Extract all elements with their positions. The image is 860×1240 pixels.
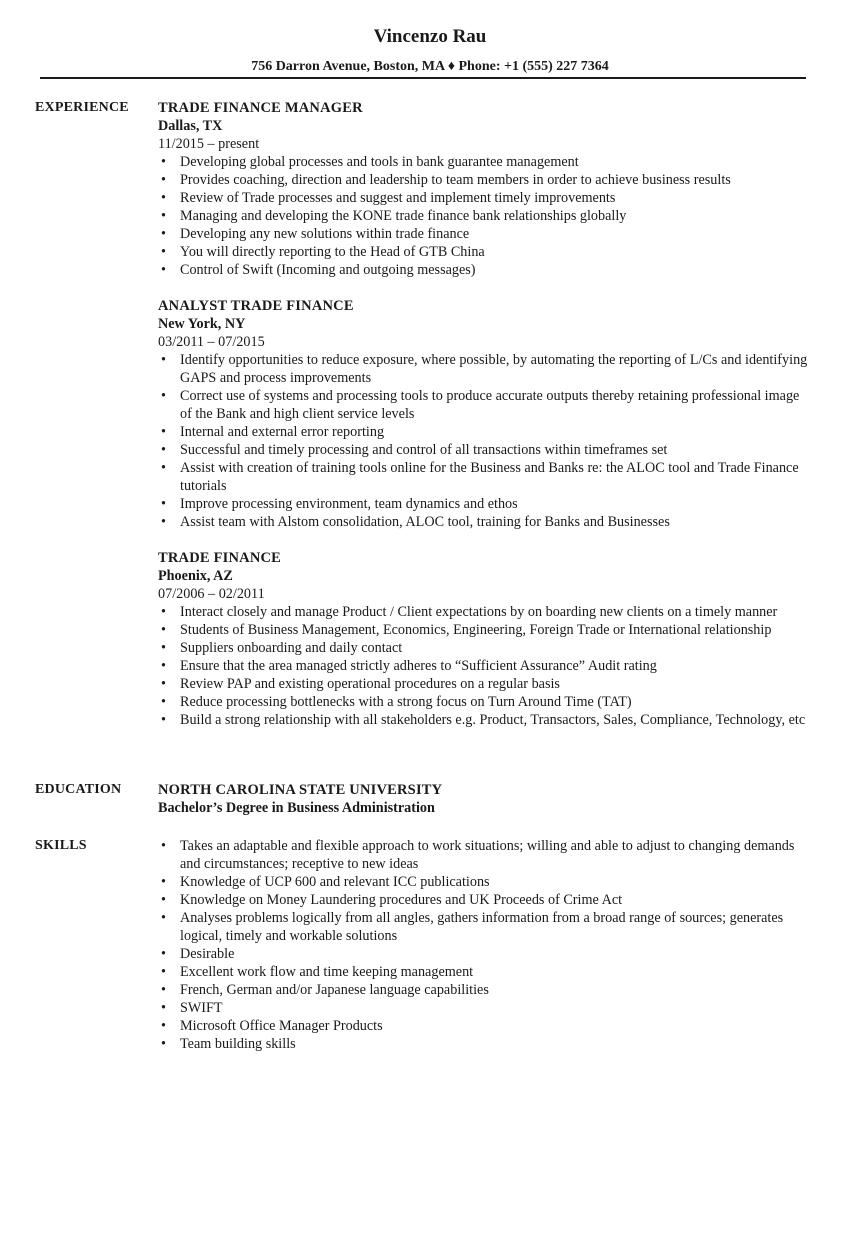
job-bullet: • Identify opportunities to reduce exposure, where possible, by automating the reporting of L/Cs and identifying GAPS and process improvements	[158, 351, 810, 387]
section-title-education: EDUCATION	[35, 782, 122, 797]
section-title-experience: EXPERIENCE	[35, 100, 129, 115]
skills-body	[158, 837, 810, 1053]
job-bullets	[158, 351, 810, 531]
job-location: New York, NY	[158, 316, 246, 332]
job-bullet: • Assist team with Alstom consolidation, ALOC tool, training for Banks and Businesses	[158, 513, 810, 531]
job-dates: 03/2011 – 07/2015	[158, 334, 265, 350]
experience-list	[158, 99, 810, 747]
job-entry	[158, 297, 810, 531]
skill-item: • Microsoft Office Manager Products	[158, 1017, 810, 1035]
skill-item: • Takes an adaptable and flexible approach to work situations; willing and able to adjust to changing demands and circumstances; receptive to new ideas	[158, 837, 810, 873]
job-bullet: • You will directly reporting to the Head of GTB China	[158, 243, 810, 261]
job-bullets	[158, 153, 810, 279]
job-bullet: • Reduce processing bottlenecks with a strong focus on Turn Around Time (TAT)	[158, 693, 810, 711]
job-bullet: • Provides coaching, direction and leadership to team members in order to achieve business results	[158, 171, 810, 189]
job-location: Phoenix, AZ	[158, 568, 233, 584]
skills-list	[158, 837, 810, 1053]
job-bullet: • Successful and timely processing and control of all transactions within timeframes set	[158, 441, 810, 459]
job-dates: 11/2015 – present	[158, 136, 260, 152]
job-bullet: • Developing any new solutions within trade finance	[158, 225, 810, 243]
job-bullet: • Review of Trade processes and suggest and implement timely improvements	[158, 189, 810, 207]
education-body	[158, 781, 810, 817]
job-bullet: • Control of Swift (Incoming and outgoing messages)	[158, 261, 810, 279]
skill-item: • Knowledge on Money Laundering procedures and UK Proceeds of Crime Act	[158, 891, 810, 909]
degree: Bachelor’s Degree in Business Administration	[158, 800, 435, 816]
job-title: TRADE FINANCE MANAGER	[158, 100, 363, 116]
job-title: ANALYST TRADE FINANCE	[158, 298, 354, 314]
job-entry	[158, 99, 810, 279]
job-bullet: • Students of Business Management, Economics, Engineering, Foreign Trade or International relationship	[158, 621, 810, 639]
job-bullets	[158, 603, 810, 729]
job-bullet: • Interact closely and manage Product / Client expectations by on boarding new clients on a timely manner	[158, 603, 810, 621]
job-bullet: • Build a strong relationship with all stakeholders e.g. Product, Transactors, Sales, Compliance, Technology, etc	[158, 711, 810, 729]
job-bullet: • Assist with creation of training tools online for the Business and Banks re: the ALOC tool and Trade Finance tutorials	[158, 459, 810, 495]
job-bullet: • Correct use of systems and processing tools to produce accurate outputs thereby retaining professional image of the Bank and high client service levels	[158, 387, 810, 423]
resume-name: Vincenzo Rau	[373, 26, 487, 47]
job-location: Dallas, TX	[158, 118, 223, 134]
job-title: TRADE FINANCE	[158, 550, 282, 566]
job-entry	[158, 549, 810, 729]
skill-item: • French, German and/or Japanese language capabilities	[158, 981, 810, 999]
job-dates: 07/2006 – 02/2011	[158, 586, 265, 602]
job-bullet: • Ensure that the area managed strictly adheres to “Sufficient Assurance” Audit rating	[158, 657, 810, 675]
header-divider	[40, 77, 806, 79]
job-bullet: • Suppliers onboarding and daily contact	[158, 639, 810, 657]
skill-item: • SWIFT	[158, 999, 810, 1017]
skill-item: • Knowledge of UCP 600 and relevant ICC publications	[158, 873, 810, 891]
job-bullet: • Internal and external error reporting	[158, 423, 810, 441]
job-bullet: • Managing and developing the KONE trade finance bank relationships globally	[158, 207, 810, 225]
job-bullet: • Improve processing environment, team dynamics and ethos	[158, 495, 810, 513]
school-name: NORTH CAROLINA STATE UNIVERSITY	[158, 782, 443, 798]
skill-item: • Excellent work flow and time keeping management	[158, 963, 810, 981]
skill-item: • Analyses problems logically from all angles, gathers information from a broad range of sources; generates logical, timely and workable solutions	[158, 909, 810, 945]
job-bullet: • Developing global processes and tools in bank guarantee management	[158, 153, 810, 171]
skill-item: • Desirable	[158, 945, 810, 963]
skill-item: • Team building skills	[158, 1035, 810, 1053]
section-title-skills: SKILLS	[35, 838, 87, 853]
contact-line: 756 Darron Avenue, Boston, MA ♦ Phone: +1 (555) 227 7364	[251, 59, 609, 74]
job-bullet: • Review PAP and existing operational procedures on a regular basis	[158, 675, 810, 693]
